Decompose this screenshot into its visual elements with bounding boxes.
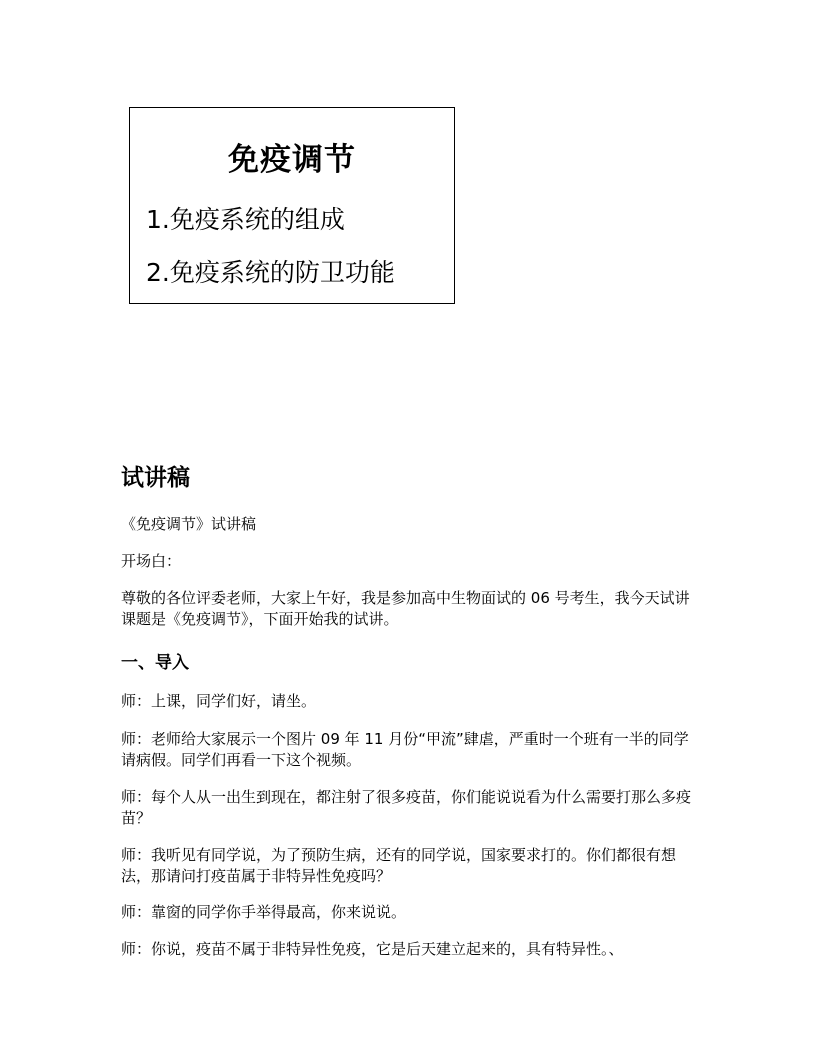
paragraph-5: 师：靠窗的同学你手举得最高，你来说说。 — [121, 903, 407, 921]
slide-title: 免疫调节 — [228, 142, 356, 178]
intro-paragraph: 尊敬的各位评委老师，大家上午好，我是参加高中生物面试的 06 号考生，我今天试讲课题是《免疫调节》，下面开始我的试讲。 — [121, 589, 690, 628]
paragraph-1: 师：上课，同学们好，请坐。 — [121, 692, 317, 710]
paragraph-4: 师：我听见有同学说，为了预防生病，还有的同学说，国家要求打的。你们都很有想法，那请问打疫苗属于非特异性免疫吗？ — [121, 846, 677, 885]
paragraph-6: 师：你说，疫苗不属于非特异性免疫，它是后天建立起来的，具有特异性。、 — [121, 940, 624, 958]
paragraph-3: 师：每个人从一出生到现在，都注射了很多疫苗，你们能说说看为什么需要打那么多疫苗？ — [121, 788, 692, 827]
document-heading: 试讲稿 — [121, 465, 190, 491]
slide-item-1: 1.免疫系统的组成 — [146, 205, 345, 234]
paragraph-2: 师：老师给大家展示一个图片 09 年 11 月份“甲流”肆虐，严重时一个班有一半的同学请病假。同学们再看一下这个视频。 — [121, 730, 689, 769]
slide-item-2: 2.免疫系统的防卫功能 — [146, 258, 395, 287]
section-heading-intro: 一、导入 — [121, 653, 189, 673]
slide-image — [129, 107, 455, 304]
opening-label: 开场白： — [121, 552, 182, 570]
document-subtitle: 《免疫调节》试讲稿 — [121, 515, 257, 533]
